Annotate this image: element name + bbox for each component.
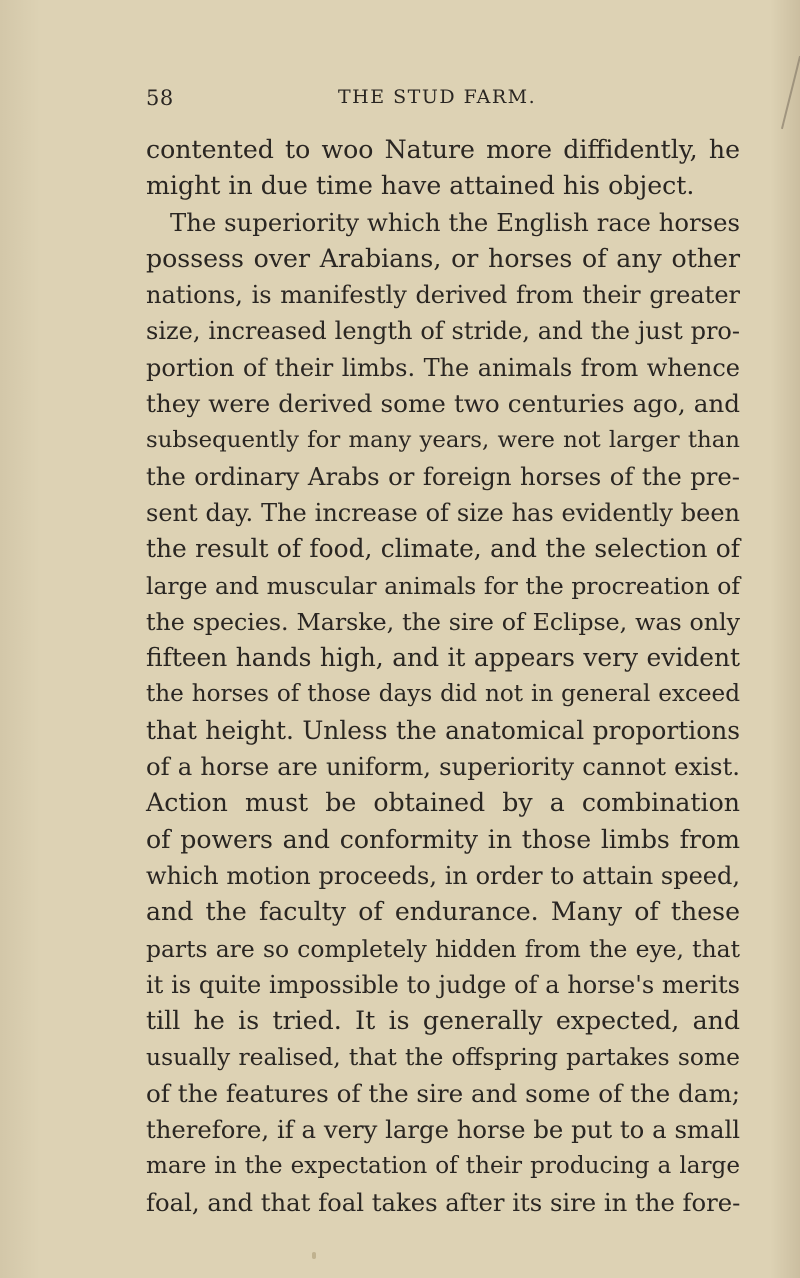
- text-line: Action must be obtained by a combination: [146, 788, 740, 818]
- text-line: the species. Marske, the sire of Eclipse, was only: [146, 607, 740, 636]
- text-line: foal, and that foal takes after its sire in the fore-: [146, 1187, 741, 1217]
- text-line: large and muscular animals for the procreation of: [146, 571, 740, 600]
- text-line: that height. Unless the anatomical proportions: [146, 715, 740, 745]
- text-line: the ordinary Arabs or foreign horses of the pre-: [146, 461, 740, 491]
- text-line: of powers and conformity in those limbs from: [146, 824, 740, 854]
- page-edge-crease: [781, 56, 800, 129]
- text-line: The superiority which the English race horses: [170, 207, 740, 237]
- text-line: therefore, if a very large horse be put to a small: [146, 1115, 740, 1145]
- running-title: THE STUD FARM.: [338, 86, 537, 108]
- text-line: possess over Arabians, or horses of any other: [146, 243, 740, 273]
- text-line: the horses of those days did not in general exceed: [146, 681, 740, 708]
- text-line: size, increased length of stride, and the just pro-: [146, 317, 740, 346]
- text-line: the result of food, climate, and the selection of: [146, 534, 740, 564]
- text-line: subsequently for many years, were not larger than: [146, 427, 740, 454]
- text-line: they were derived some two centuries ago, and: [146, 389, 740, 419]
- paper-speck: [312, 1252, 316, 1259]
- text-line: fifteen hands high, and it appears very evident: [146, 643, 740, 673]
- text-line: parts are so completely hidden from the eye, that: [146, 934, 740, 963]
- text-line: contented to woo Nature more diffidently, he: [146, 135, 740, 164]
- text-line: of a horse are uniform, superiority cannot exist.: [146, 752, 740, 782]
- text-line: nations, is manifestly derived from their greater: [146, 281, 740, 310]
- text-line: usually realised, that the offspring partakes some: [146, 1043, 740, 1072]
- text-line: mare in the expectation of their producing a large: [146, 1153, 740, 1180]
- text-line: till he is tried. It is generally expected, and: [146, 1006, 740, 1036]
- text-line: of the features of the sire and some of the dam;: [146, 1078, 741, 1108]
- running-head: [146, 86, 740, 120]
- text-line: it is quite impossible to judge of a horse's merits: [146, 970, 740, 999]
- body-text: [146, 132, 740, 1221]
- text-line: and the faculty of endurance. Many of these: [146, 897, 740, 927]
- text-line: which motion proceeds, in order to attain speed,: [146, 861, 740, 890]
- page-number: 58: [146, 86, 174, 110]
- text-line: might in due time have attained his object.: [146, 171, 695, 201]
- text-line: portion of their limbs. The animals from whence: [146, 353, 740, 382]
- text-line: sent day. The increase of size has evidently been: [146, 498, 740, 527]
